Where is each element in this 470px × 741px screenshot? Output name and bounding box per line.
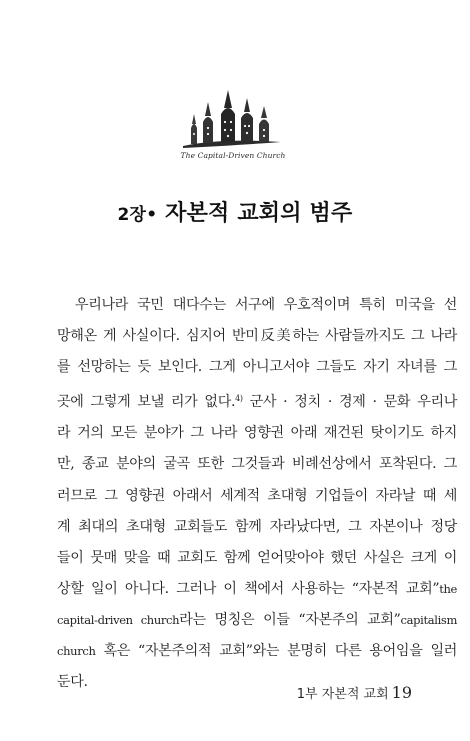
text-segment: 혹은 “자본주의적 교회”와는 분명히 다른 용어임을 일러	[95, 643, 457, 660]
body-paragraph	[57, 290, 457, 698]
text-line: 라 거의 모든 분야가 그 나라 영향권 아래 재건된 탓이기도 하지	[57, 425, 457, 442]
text-line	[57, 636, 457, 667]
english-term: capitalism	[400, 612, 458, 627]
chapter-separator: •	[146, 205, 158, 225]
english-term: capital-driven church	[57, 612, 180, 627]
text-line	[57, 574, 457, 605]
text-line: 를 선망하는 듯 보인다. 그게 아니고서야 그들도 자기 자녀를 그	[57, 359, 457, 376]
text-segment: 곳에 그렇게 보낼 리가 없다.	[57, 394, 236, 411]
chapter-name: 자본적 교회의 범주	[165, 201, 353, 226]
english-term: the	[439, 581, 457, 596]
text-line: 들이 뭇매 맞을 때 교회도 함께 얻어맞아야 했던 사실은 크게 이	[57, 549, 457, 566]
text-line: 러므로 그 영향권 아래서 세계적 초대형 기업들이 자라날 때 세	[57, 487, 457, 504]
text-line: 만, 종교 분야의 굴곡 또한 그것들과 비례선상에서 포착된다. 그	[57, 456, 457, 473]
text-line	[57, 383, 457, 418]
logo-caption: The Capital-Driven Church	[180, 151, 286, 160]
logo	[168, 88, 298, 166]
english-term: church	[57, 644, 96, 659]
text-line: 계 최대의 초대형 교회들도 함께 자라났다면, 그 자본이나 정당	[57, 518, 457, 535]
page-footer	[297, 683, 412, 702]
page-number: 19	[391, 683, 412, 702]
text-line: 망해온 게 사실이다. 심지어 반미反美하는 사람들까지도 그 나라	[57, 328, 457, 345]
text-segment: 상할 일이 아니다. 그러나 이 책에서 사용하는 “자본적 교회”	[57, 580, 440, 597]
chapter-title	[0, 196, 470, 227]
chapter-number: 2장	[117, 205, 147, 225]
text-line: 둔다.	[57, 674, 88, 691]
footnote-marker: 4)	[235, 394, 243, 404]
text-segment: 군사 · 정치 · 경제 · 문화 우리나	[242, 394, 458, 411]
text-segment: 라는 명칭은 이들 “자본주의 교회”	[179, 611, 401, 628]
text-line	[57, 605, 457, 636]
text-line: 우리나라 국민 대다수는 서구에 우호적이며 특히 미국을 선	[75, 297, 457, 313]
church-spires-icon	[181, 88, 285, 150]
section-label: 1부 자본적 교회	[296, 687, 389, 702]
